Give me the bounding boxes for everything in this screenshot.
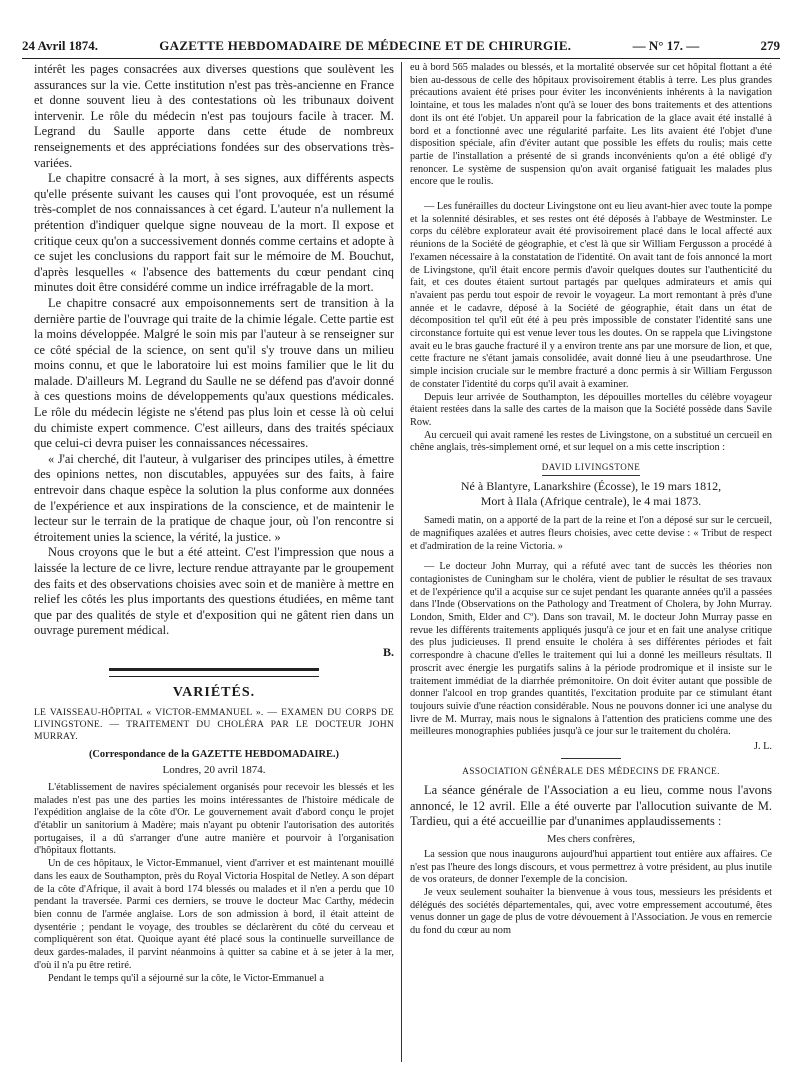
article-paragraph: La session que nous inaugurons aujourd'hui appartient tout entière aux affaires. Ce n'est pas l'heure des longs discours, et vous permettrez à votre président, au plus inutile de vos orateurs, de donner l'exemple de la concision.	[410, 848, 772, 886]
left-column	[34, 62, 394, 985]
review-signature: B.	[382, 644, 394, 659]
header-rule	[22, 58, 780, 59]
dateline: Londres, 20 avril 1874.	[162, 763, 266, 776]
article-paragraph: La séance générale de l'Association a eu lieu, comme nous l'avons annoncé, le 12 avril. Elle a été ouverte par l'allocution suivante de M. Tardieu, qui a été accueillie par d'unanimes applaudissements :	[410, 783, 772, 829]
epitaph-inscription	[410, 461, 772, 509]
correspondence-line: (Correspondance de la GAZETTE HEBDOMADAIRE.)	[88, 748, 340, 760]
article-signature: J. L.	[753, 741, 772, 753]
article-paragraph: Depuis leur arrivée de Southampton, les dépouilles mortelles du célèbre voyageur étaient restées dans la salle des cartes de la maison que la Société possède dans Savile Row.	[410, 391, 772, 428]
article-paragraph: eu à bord 565 malades ou blessés, et la mortalité observée sur cet hôpital flottant a été bien au-dessous de celle des hôpitaux provisoirement établis à terre. Les plus grandes précautions avaient été prises pour éviter les inconvénients inhérents à la navigation lointaine, et tous les malades n'ont qu'à se louer des bons traitements et des attentions dont ils ont été l'objet. Un appareil pour la fabrication de la glace avait été installé à bord et a fonctionné avec une régularité parfaite. Les lits avaient été l'objet d'une disposition spéciale, afin d'éviter autant que possible les effets du roulis; mais cette partie de l'installation a présenté de si grands inconvénients qu'on a été obligé d'y renoncer. Le système de suspension qu'on avait organisé fatiguait les malades plus encore que le roulis.	[410, 62, 772, 188]
header-title: GAZETTE HEBDOMADAIRE DE MÉDECINE ET DE CHIRURGIE.	[159, 38, 572, 53]
review-paragraph: Le chapitre consacré aux empoisonnements sert de transition à la dernière partie de l'ouvrage qui traite de la chimie légale. Cette partie est la moins développée. Malgré le soin mis par l'auteur à se renseigner sur ce côté spécial de la science, on sent qu'il s'y trouve dans un milieu moins connu, et que le laboratoire lui est moins familier que le lit du malade. D'ailleurs M. Legrand du Saulle ne se défend pas d'avoir donné à ces questions moins de développements qu'aux questions médicales. Le rôle du médecin légiste ne s'étend pas plus loin et cesse là où celui du chimiste expert commence. C'est ailleurs, dans des traités spéciaux que celui-ci devra puiser les connaissances nécessaires.	[34, 295, 394, 451]
section-heading: ASSOCIATION GÉNÉRALE DES MÉDECINS DE FRANCE.	[462, 767, 720, 778]
column-divider	[401, 62, 402, 1062]
header-issue: — N° 17. —	[632, 38, 700, 53]
epitaph-born: Né à Blantyre, Lanarkshire (Écosse), le 19 mars 1812,	[460, 479, 722, 494]
section-separator	[561, 758, 621, 759]
article-paragraph: — Le docteur John Murray, qui a réfuté avec tant de succès les théories non contagionistes de Cuningham sur le choléra, vient de publier le résultat de ses travaux et de l'expérience qu'il a acquise sur ce sujet pendant les quarante années qu'il a passées dans l'Inde (Observations on the Pathology and Treatment of Cholera, by John Murray. London, Smith, Elder and Cº). Dans son travail, M. le docteur John Murray passe en revue les différents traitements appliqués jusqu'à ce jour et en fait une analyse critique des plus judicieuses. Il prend ensuite le choléra à ses différentes périodes et fait correspondre à chacune d'elles le traitement qui lui a donné les meilleurs résultats. Il proscrit avec énergie les purgatifs salins à la période prodromique et il insiste sur le traitement immédiat de la diarrhée prémonitoire. On doit éviter autant que possible de donner l'alcool en trop grandes quantités, l'excitation produite par ce stimulant étant toujours suivie d'une réaction considérable. Nous ne pouvons donner ici une analyse du livre de M. Murray, mais nous le signalons à l'attention des praticiens comme une des meilleures monographies publiées jusqu'à ce jour sur le traitement du choléra.	[410, 561, 772, 738]
article-paragraph: Pendant le temps qu'il a séjourné sur la côte, le Victor-Emmanuel a	[48, 972, 324, 984]
review-paragraph: Le chapitre consacré à la mort, à ses signes, aux différents aspects qu'elle présente suivant les causes qui l'ont provoquée, est un résumé très-complet de nos connaissances à cet égard. L'auteur n'a nullement la prétention d'indiquer quelque signe nouveau de la mort. Il expose et critique ceux qu'on a successivement donnés comme certains et adopte à ce sujet les conclusions du rapport fait sur le mémoire de M. Bouchut, d'après lesquelles « l'absence des battements du cœur pendant cinq minutes doit être considéré comme un indice irréfragable de la mort.	[34, 171, 394, 295]
review-quote: « J'ai cherché, dit l'auteur, à vulgariser des principes utiles, à émettre des opinions nettes, non discutables, appuyées sur des faits, à faire entrevoir dans chaque espèce la solution la plus conforme aux données de l'expérience et aux inspirations de la conscience, et de maintenir le lecteur sur le terrain de la pratique de chaque jour, où l'on rencontre si étroitement unies la science, la vérité, la justice. »	[34, 451, 394, 544]
article-paragraph: L'établissement de navires spécialement organisés pour recevoir les blessés et les malades n'est pas une des parties les moins intéressantes de l'histoire médicale de l'expédition anglaise de la côte d'Or. Le gouvernement avait d'abord conçu le projet d'établir un sanitorium à Madère; mais n'ayant pu obtenir l'autorisation des autorités portugaises, il a dû s'arranger d'une autre manière et pourvoir à l'organisation d'hôpitaux flottants.	[34, 781, 394, 857]
article-paragraph: Samedi matin, on a apporté de la part de la reine et l'on a déposé sur sur le cercueil, de magnifiques azalées et autres fleurs choisies, avec cette devise : « Tribut de respect et d'admiration de la reine Victoria. »	[410, 515, 772, 552]
epitaph-died: Mort à Ilala (Afrique centrale), le 4 mai 1873.	[480, 494, 702, 509]
header-page-number: 279	[760, 38, 780, 53]
epitaph-name: DAVID LIVINGSTONE	[542, 461, 640, 476]
article-paragraph: — Les funérailles du docteur Livingstone ont eu lieu avant-hier avec toute la pompe et la solennité désirables, et ses restes ont été déposés à l'abbaye de Westminster. Le corps du célèbre explorateur avait été provisoirement placé dans le local affecté aux réunions de la Société de géographie, et c'est là que sir William Fergusson a procédé à l'examen nécessaire à la constatation de l'identité. On avait tant de fois annoncé la mort de Livingstone, qu'il était encore permis d'avoir quelques doutes sur l'authenticité du fait, et ces doutes étaient surtout partagés par quelques admirateurs et amis qui n'avaient pas perdu tout espoir de revoir le voyageur. La mort remontant à près d'une année et le cadavre, déposé à la Société de géographie, était dans un état de décomposition tel qu'il eût été à peu près impossible de constater l'identité sans une circonstance fortuite qui est venue lever tous les doutes. On se rappela que Livingstone avait eu le bras gauche fracturé il y a environ trente ans par une morsure de lion, et que, cette fracture ne s'étant jamais consolidée, avait donné lieu à une pseudarthrose. Une simple incision cruciale sur le membre fracturé a donc permis à sir William Fergusson de constater l'identité du corps qu'il avait à examiner.	[410, 201, 772, 390]
article-subheading: LE VAISSEAU-HÔPITAL « VICTOR-EMMANUEL ». — EXAMEN DU CORPS DE LIVINGSTONE. — TRAITEMENT DU CHOLÉRA PAR LE DOCTEUR JOHN MURRAY.	[34, 706, 394, 742]
section-separator	[109, 668, 319, 677]
greeting: Mes chers confrères,	[547, 833, 635, 845]
article-paragraph: Au cercueil qui avait ramené les restes de Livingstone, on a substitué un cercueil en chêne anglais, très-simplement orné, et sur lequel on a mis cette inscription :	[410, 429, 772, 454]
article-paragraph: Un de ces hôpitaux, le Victor-Emmanuel, vient d'arriver et est maintenant mouillé dans les eaux de Southampton, près du Royal Victoria Hospital de Netley. A son départ de la côte d'Afrique, il avait à bord 174 blessés ou malades et il n'en a perdu que 10 pendant la traversée. Parmi ces derniers, se trouve le docteur Mac Carthy, médecin bien connu de l'armée anglaise. Lors de son admission à bord, il était atteint de dysentérie ; pendant le voyage, des troubles se déclarèrent du côté du cerveau et compliquèrent son état. Quoique ayant été placé sous la continuelle surveillance de deux gardes-malades, il parvint néanmoins à quitter sa cabine et à se jeter à la mer, d'où il n'a pu être retiré.	[34, 858, 394, 971]
header-date: 24 Avril 1874.	[22, 38, 98, 53]
page-header	[22, 38, 780, 56]
review-paragraph: intérêt les pages consacrées aux diverses questions que soulèvent les assurances sur la vie. Cette institution n'est pas très-ancienne en France et donne souvent lieu à des contestations où les tribunaux doivent intervenir. Le rôle du médecin n'est pas toujours facile à tracer. M. Legrand du Saulle apporte dans cette étude de nombreux renseignements et des appréciations fondées sur des observations très-variées.	[34, 62, 394, 170]
review-paragraph: Nous croyons que le but a été atteint. C'est l'impression que nous a laissée la lecture de ce livre, lecture rendue attrayante par le groupement des faits et des observations choisies avec soin et de manière à mettre en relief les côtés les plus importants des questions étudiées, en même tant que par des qualités de style et d'exposition qui ne gâtent rien dans un ouvrage purement médical.	[34, 545, 394, 638]
right-column	[410, 62, 772, 938]
article-paragraph: Je veux seulement souhaiter la bienvenue à vous tous, messieurs les présidents et délégués des sociétés départementales, qui, avec votre empressement accoutumé, êtes venus donner un gage de plus de votre dévouement à l'Association. Je vous en remercie du fond du cœur au nom	[410, 886, 772, 937]
section-heading: VARIÉTÉS.	[172, 684, 256, 700]
